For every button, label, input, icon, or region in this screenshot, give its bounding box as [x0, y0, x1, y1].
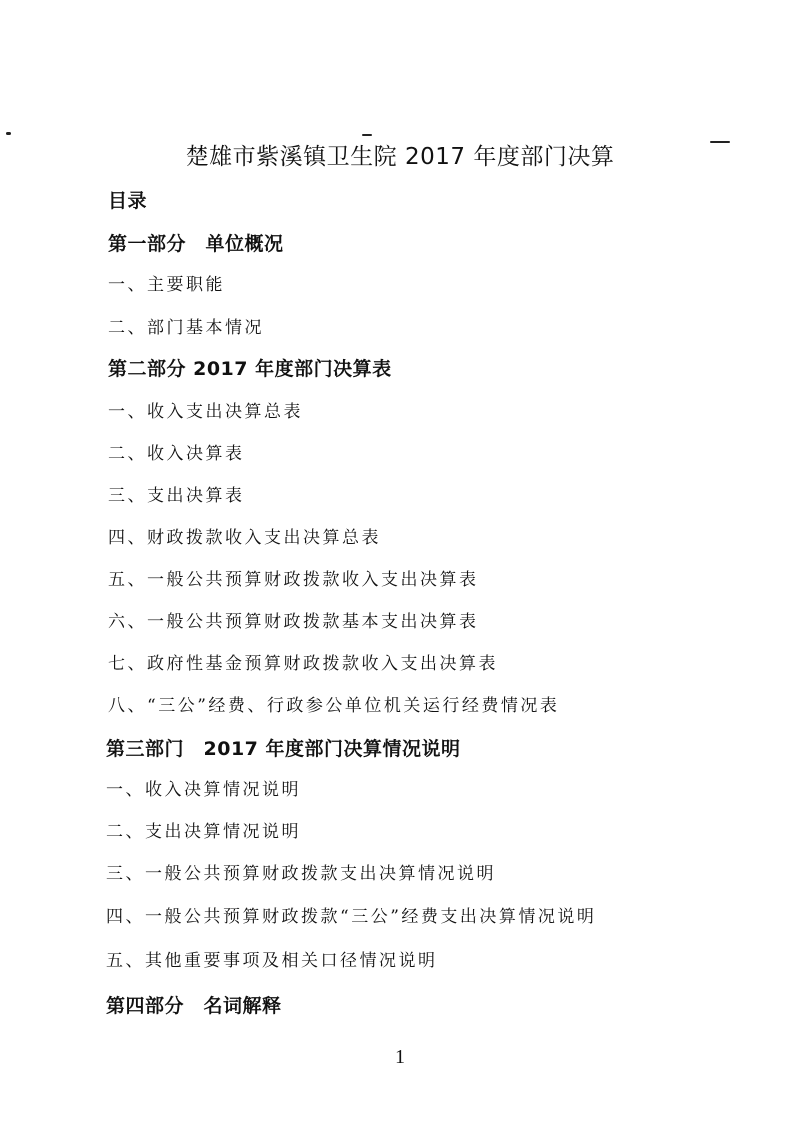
- toc-item: 二、收入决算表: [108, 444, 245, 464]
- toc-item: 四、一般公共预算财政拨款“三公”经费支出决算情况说明: [106, 907, 597, 927]
- scan-speck-left: [6, 132, 11, 135]
- scan-speck-title: [362, 134, 372, 136]
- toc-item: 一、收入决算情况说明: [106, 780, 301, 800]
- toc-item: 一、主要职能: [108, 275, 225, 295]
- toc-label: 目录: [108, 190, 148, 212]
- toc-item: 四、财政拨款收入支出决算总表: [108, 528, 381, 548]
- page-number: 1: [395, 1046, 405, 1068]
- toc-item: 五、其他重要事项及相关口径情况说明: [106, 951, 438, 971]
- toc-item: 五、一般公共预算财政拨款收入支出决算表: [108, 570, 479, 590]
- toc-item: 二、部门基本情况: [108, 318, 264, 338]
- toc-item: 六、一般公共预算财政拨款基本支出决算表: [108, 612, 479, 632]
- toc-item: 一、收入支出决算总表: [108, 402, 303, 422]
- document-title: 楚雄市紫溪镇卫生院 2017 年度部门决算: [185, 144, 615, 170]
- toc-item: 三、支出决算表: [108, 486, 245, 506]
- toc-item: 七、政府性基金预算财政拨款收入支出决算表: [108, 654, 498, 674]
- part3-heading: 第三部门 2017 年度部门决算情况说明: [106, 738, 461, 760]
- toc-item: 八、“三公”经费、行政参公单位机关运行经费情况表: [108, 696, 560, 716]
- part1-heading: 第一部分 单位概况: [108, 233, 284, 255]
- toc-item: 二、支出决算情况说明: [106, 822, 301, 842]
- toc-item: 三、一般公共预算财政拨款支出决算情况说明: [106, 864, 496, 884]
- part4-heading: 第四部分 名词解释: [106, 995, 282, 1017]
- part2-heading: 第二部分 2017 年度部门决算表: [108, 358, 392, 380]
